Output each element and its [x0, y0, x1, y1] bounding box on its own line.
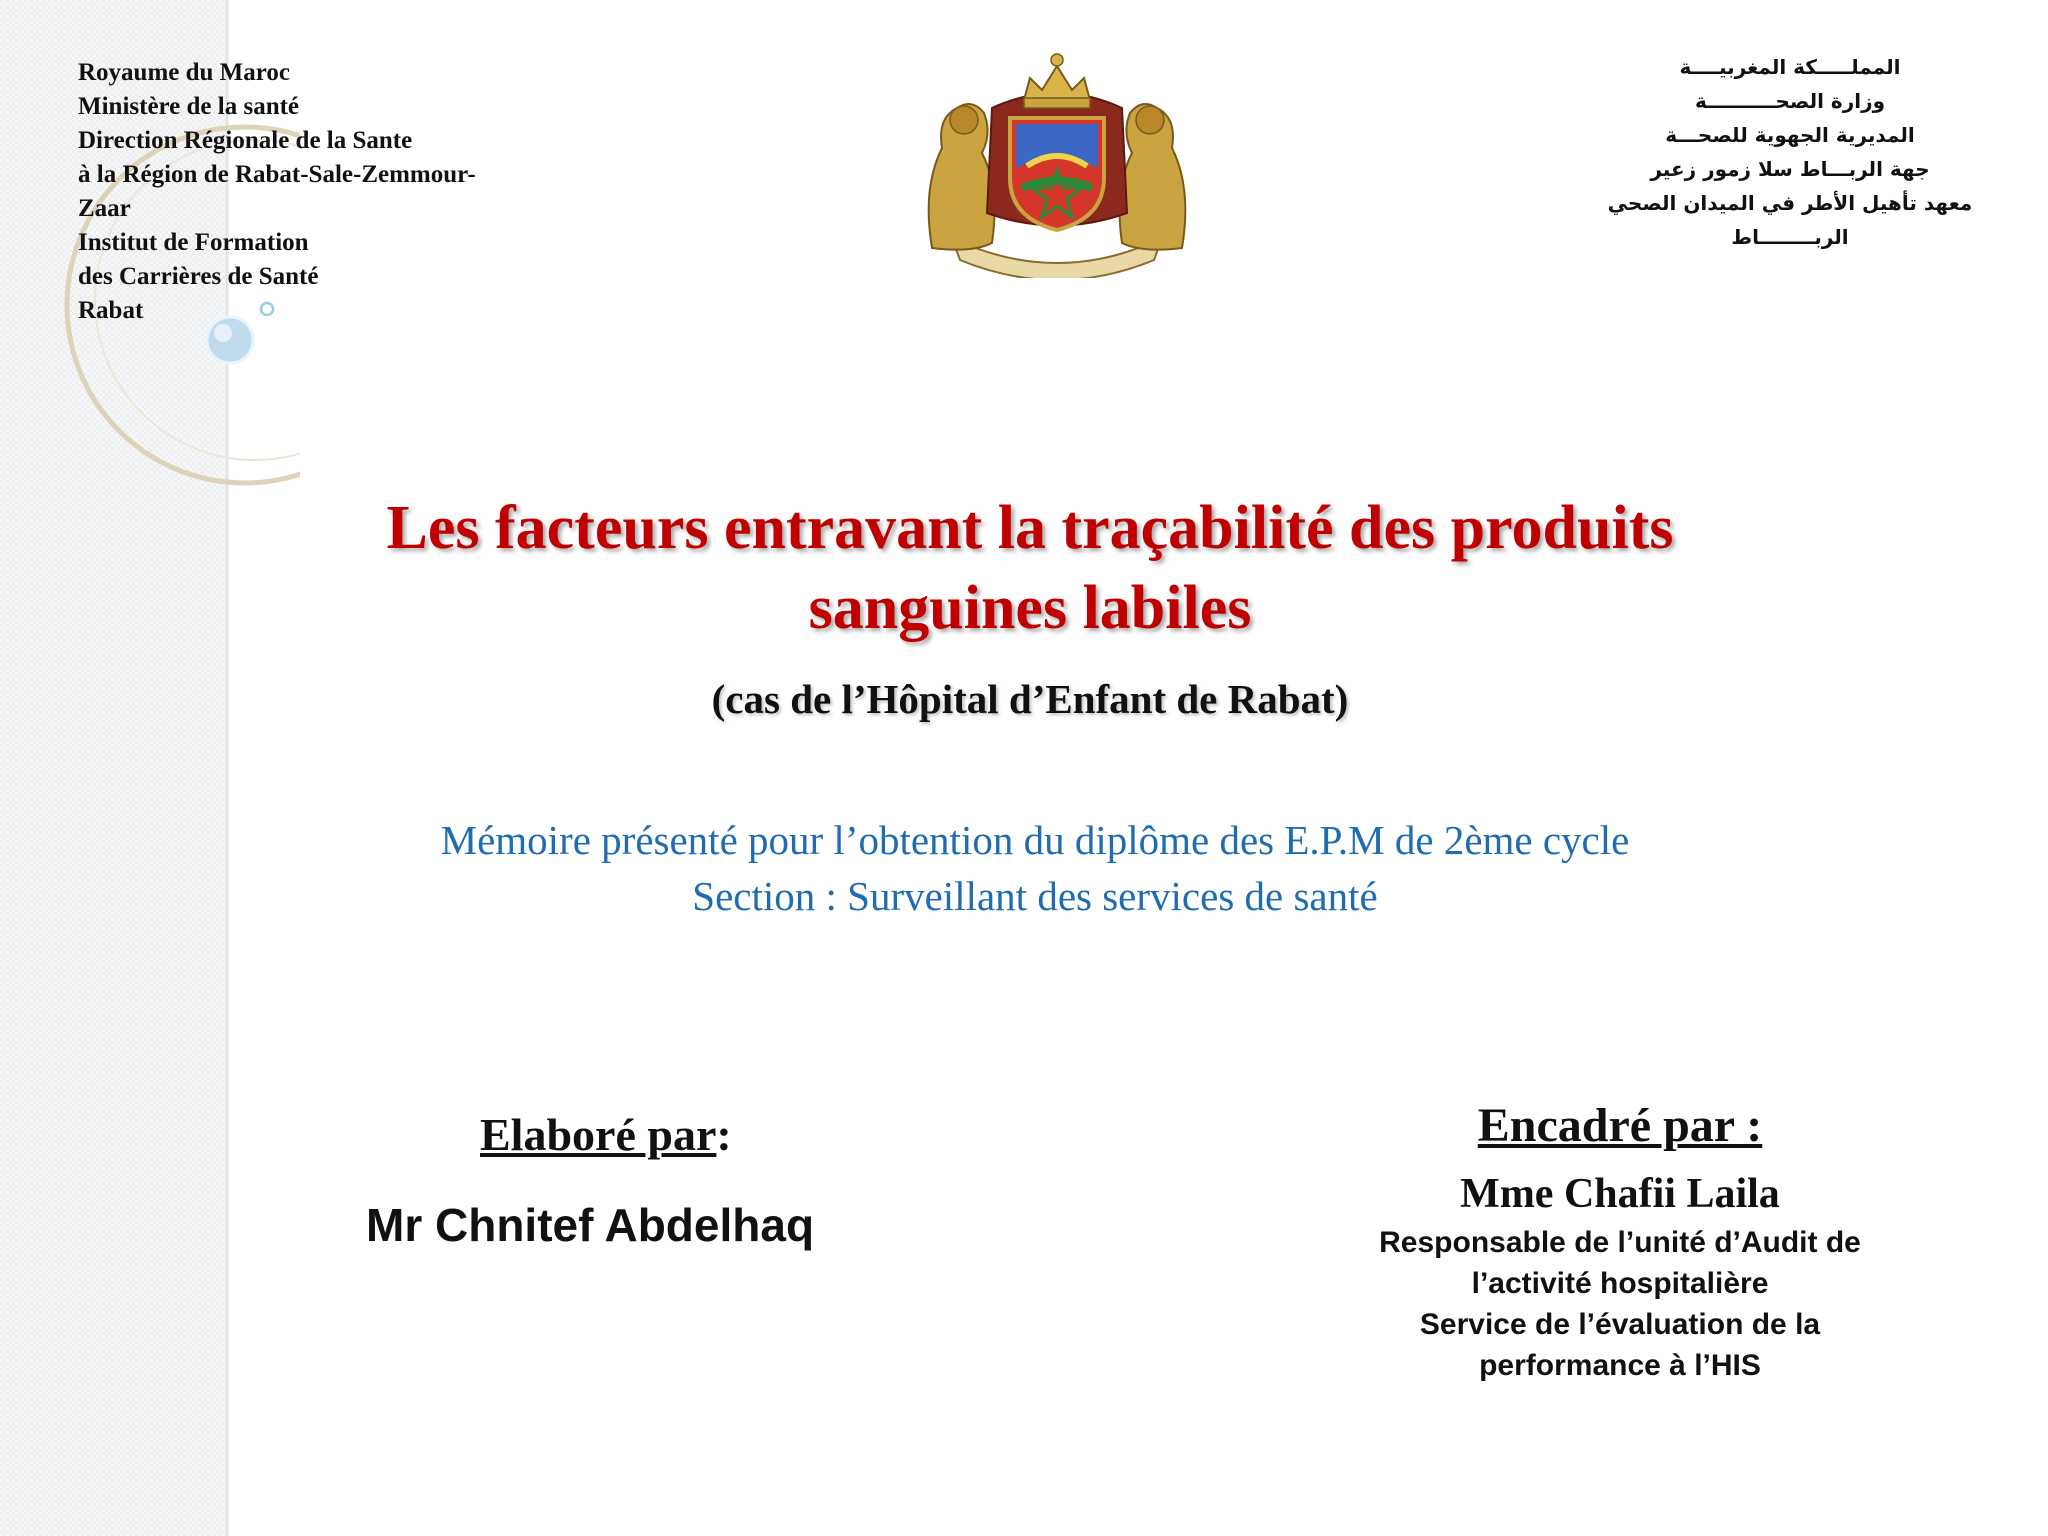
header-ar-line-institute: معهد تأهيل الأطر في الميدان الصحي [1607, 191, 1973, 215]
elabore-colon: : [716, 1109, 732, 1160]
header-line-region-cont: Zaar [78, 195, 131, 222]
institution-header-fr [78, 56, 548, 328]
supervisor-role-line-1: Responsable de l’unité d’Audit de [1379, 1226, 1861, 1259]
coat-of-arms-of-morocco-icon [912, 38, 1202, 278]
header-line-region: à la Région de Rabat-Sale-Zemmour- [78, 161, 476, 188]
title-line-1: Les facteurs entravant la traçabilité des produits [386, 494, 1674, 562]
header-line-kingdom: Royaume du Maroc [78, 59, 291, 86]
memoire-description [240, 812, 1830, 924]
header-ar-line-city: الربــــــــاط [1731, 225, 1849, 249]
supervisor-role-line-4: performance à l’HIS [1479, 1349, 1761, 1382]
header-ar-line-kingdom: المملـــــكة المغربيــــة [1679, 55, 1901, 79]
header-line-careers: des Carrières de Santé [78, 263, 319, 290]
memoire-line-1: Mémoire présenté pour l’obtention du diplôme des E.P.M de 2ème cycle [440, 817, 1630, 863]
author-name: Mr Chnitef Abdelhaq [366, 1199, 815, 1251]
elabore-label-text: Elaboré par [480, 1109, 717, 1160]
title-line-2: sanguines labiles [808, 574, 1252, 642]
supervisor-name: Mme Chafii Laila [1460, 1171, 1780, 1217]
header-line-institute: Institut de Formation [78, 229, 309, 256]
encadre-par-label: Encadré par : [1477, 1099, 1763, 1152]
header-ar-line-direction: المديرية الجهوية للصحـــة [1665, 123, 1915, 147]
institution-header-ar [1590, 50, 1990, 254]
supervisor-role-line-3: Service de l’évaluation de la [1419, 1308, 1821, 1341]
thesis-subtitle: (cas de l’Hôpital d’Enfant de Rabat) [711, 676, 1349, 722]
elabore-par-label [480, 1108, 732, 1161]
supervisor-role [1290, 1222, 1950, 1386]
thesis-title [240, 488, 1820, 648]
header-line-city: Rabat [78, 297, 144, 324]
header-ar-line-ministry: وزارة الصحــــــــــة [1694, 89, 1886, 113]
supervisor-role-line-2: l’activité hospitalière [1471, 1267, 1769, 1300]
memoire-line-2: Section : Surveillant des services de santé [692, 873, 1378, 919]
header-line-ministry: Ministère de la santé [78, 93, 300, 120]
header-ar-line-region: جهة الربـــاط سلا زمور زعير [1650, 157, 1930, 181]
header-line-direction: Direction Régionale de la Sante [78, 127, 413, 154]
